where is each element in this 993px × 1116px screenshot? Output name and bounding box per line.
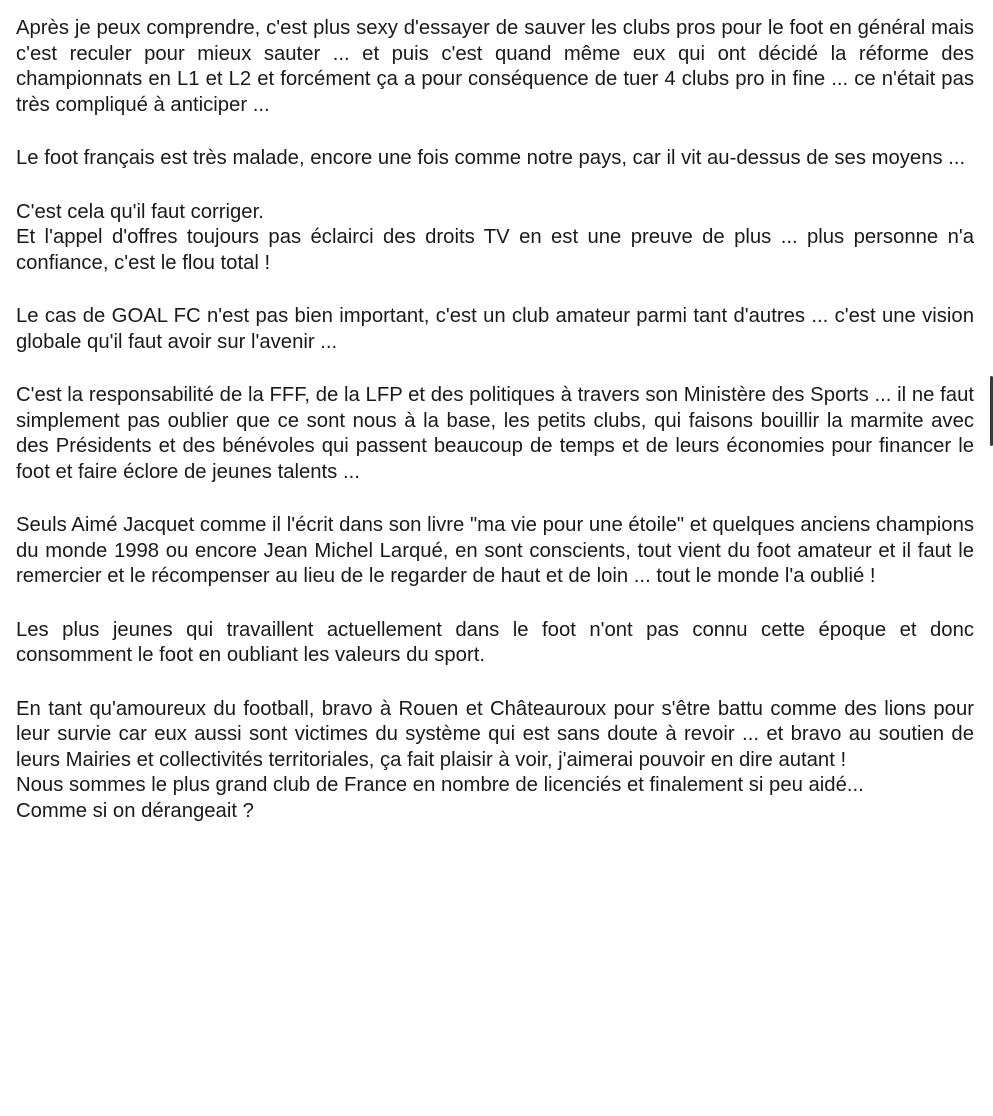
document-body [16,16,974,824]
paragraph-4: Et l'appel d'offres toujours pas éclairci des droits TV en est une preuve de plus ... plus personne n'a confiance, c'est le flou total ! [16,226,974,274]
paragraph-9: En tant qu'amoureux du football, bravo à Rouen et Châteauroux pour s'être battu comme des lions pour leur survie car eux aussi sont victimes du système qui est sans doute à revoir ... et bravo au soutien de leurs Mairies et collectivités territoriales, ça fait plaisir à voir, j'aimerai pouvoir en dire autant ! [16,697,974,771]
paragraph-11: Comme si on dérangeait ? [16,799,254,822]
paragraph-8: Les plus jeunes qui travaillent actuellement dans le foot n'ont pas connu cette époque et donc consomment le foot en oubliant les valeurs du sport. [16,618,974,666]
paragraph-2: Le foot français est très malade, encore une fois comme notre pays, car il vit au-dessus de ses moyens ... [16,147,966,169]
paragraph-1: Après je peux comprendre, c'est plus sexy d'essayer de sauver les clubs pros pour le foot en général mais c'est reculer pour mieux sauter ... et puis c'est quand même eux qui ont décidé la réforme des championnats en L1 et L2 et forcément ça a pour conséquence de tuer 4 clubs pro in fine ... ce n'était pas très compliqué à anticiper ... [16,17,974,116]
paragraph-10: Nous sommes le plus grand club de France en nombre de licenciés et finalement si peu aidé... [16,774,864,796]
paragraph-3: C'est cela qu'il faut corriger. [16,200,264,223]
paragraph-6: C'est la responsabilité de la FFF, de la LFP et des politiques à travers son Ministère des Sports ... il ne faut simplement pas oublier que ce sont nous à la base, les petits clubs, qui faisons bouillir la marmite avec des Présidents et des bénévoles qui passent beaucoup de temps et de leurs économies pour financer le foot et faire éclore de jeunes talents ... [16,384,974,483]
paragraph-5: Le cas de GOAL FC n'est pas bien important, c'est un club amateur parmi tant d'autres ... c'est une vision globale qu'il faut avoir sur l'avenir ... [16,305,974,353]
paragraph-7: Seuls Aimé Jacquet comme il l'écrit dans son livre "ma vie pour une étoile" et quelques anciens champions du monde 1998 ou encore Jean Michel Larqué, en sont conscients, tout vient du foot amateur et il faut le remercier et le récompenser au lieu de le regarder de haut et de loin ... tout le monde l'a oublié ! [16,514,974,587]
